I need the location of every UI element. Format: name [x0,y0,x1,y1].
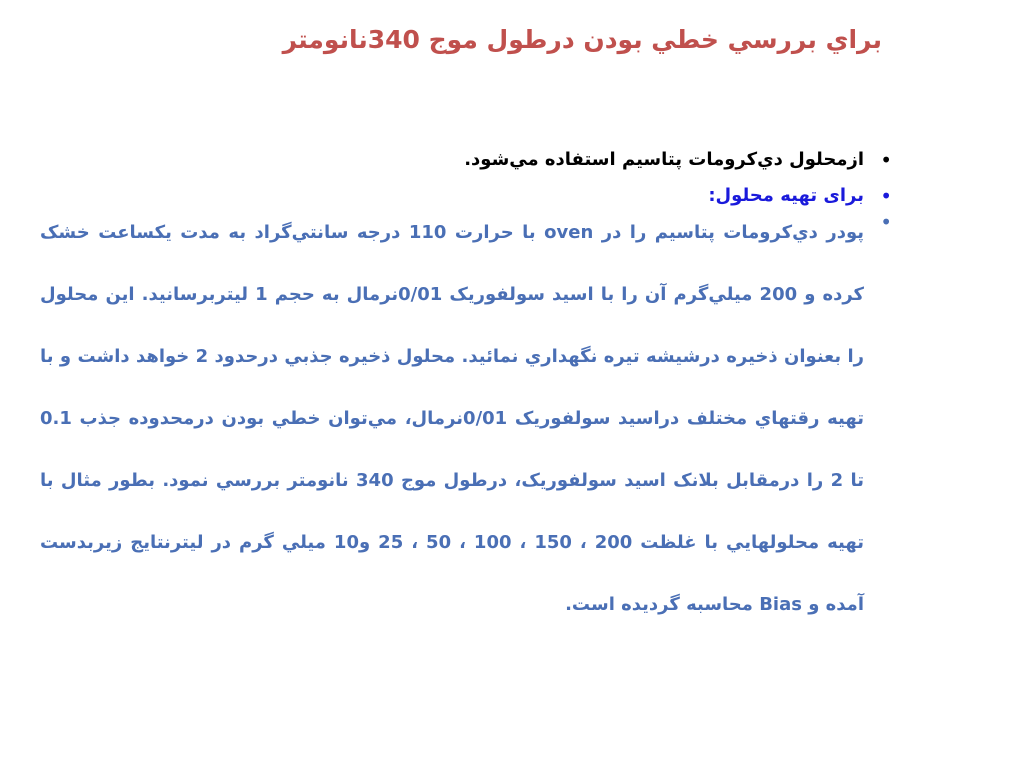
bullet-text: برای تهيه محلول: [708,185,864,206]
bullet-text: ازمحلول دي‌كرومات پتاسيم استفاده مي‌شود. [464,149,864,170]
slide-title: براي بررسي خطي بودن درطول موج 340نانومتر [282,25,882,54]
bullet-dot-icon: • [880,184,892,208]
bullet-dot-icon: • [880,148,892,172]
bullet-dot-icon: • [880,210,892,234]
bullet-item-reagent [0,140,892,180]
bullet-item-procedure [0,202,892,636]
bullet-list [0,140,892,636]
procedure-paragraph: پودر دي‌كرومات پتاسيم را در oven با حرارت 110 درجه سانتي‌گراد به مدت يكساعت خشک كرده و 200 ميلي‌گرم آن را با اسيد سولفوريک 0/01نرمال به حجم 1 ليتربرسانيد. اين محلول را بعنوان ذخيره درشيشه تيره نگهداري نمائيد. محلول ذخيره جذبي درحدود 2 خواهد داشت و با تهيه رقتهاي مختلف دراسيد سولفوريک 0/01نرمال، مي‌توان خطي بودن درمحدوده جذب 0.1 تا 2 را درمقابل بلانک اسيد سولفوريک، درطول موج 340 نانومتر بررسي نمود. بطور مثال با تهيه محلولهايي با غلظت 200 ، 150 ، 100 ، 50 ، 25 و10 ميلي گرم در ليترنتايج زيربدست آمده و Bias محاسبه گرديده است. [40,222,865,615]
